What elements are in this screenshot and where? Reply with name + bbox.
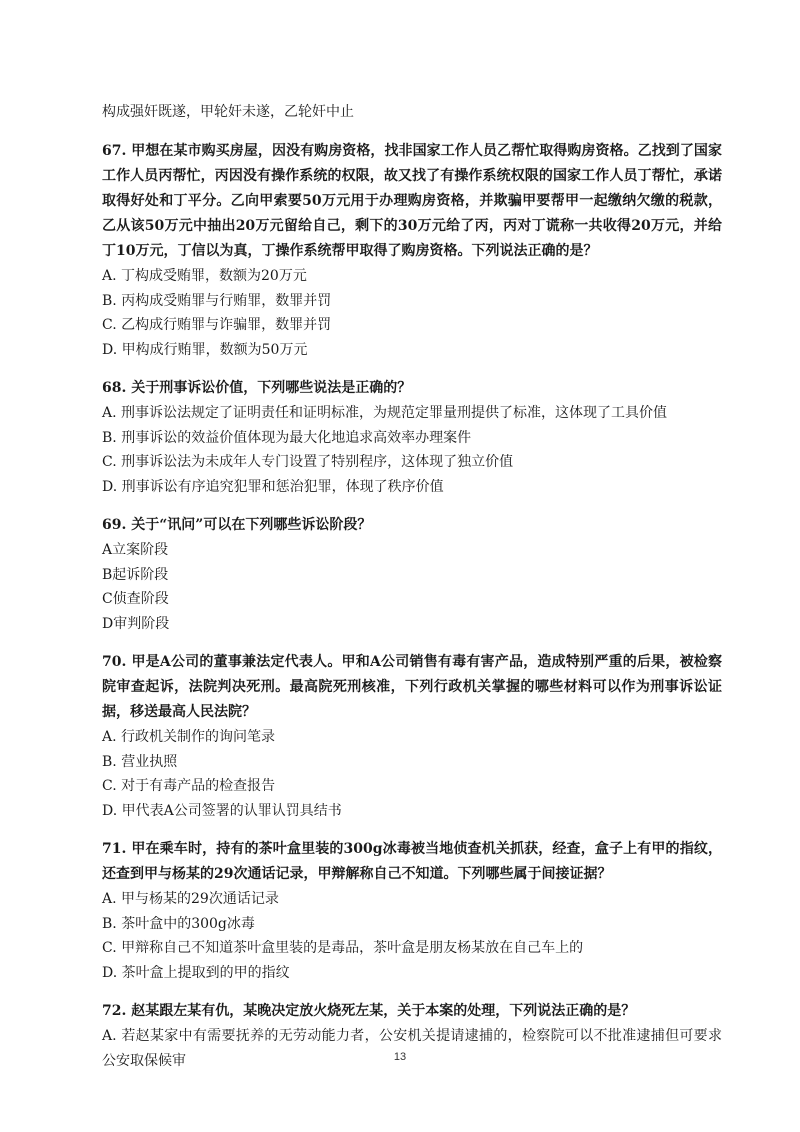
option-c: C. 刑事诉讼法为未成年人专门设置了特别程序，这体现了独立价值 xyxy=(102,454,514,470)
question-stem: 67. 甲想在某市购买房屋，因没有购房资格，找非国家工作人员乙帮忙取得购房资格。乙找到了国家工作人员丙帮忙，丙因没有操作系统的权限，故又找了有操作系统权限的国家工作人员丁帮忙，承诺取得好处和丁平分。乙向甲索要50万元用于办理购房资格，并欺骗甲要帮甲一起缴纳欠缴的税款，乙从该50万元中抽出20万元留给自己，剩下的30万元给了丙，丙对丁谎称一共收得20万元，并给丁10万元，丁信以为真，丁操作系统帮甲取得了购房资格。下列说法正确的是？ xyxy=(102,143,722,259)
question-68 xyxy=(102,376,722,499)
question-stem: 70. 甲是A公司的董事兼法定代表人。甲和A公司销售有毒有害产品，造成特别严重的后果，被检察院审查起诉，法院判决死刑。最高院死刑核准，下列行政机关掌握的哪些材料可以作为刑事诉讼证据，移送最高人民法院？ xyxy=(102,654,722,720)
option-b: B. 刑事诉讼的效益价值体现为最大化地追求高效率办理案件 xyxy=(102,429,472,446)
option-c: C. 甲辩称自己不知道茶叶盒里装的是毒品，茶叶盒是朋友杨某放在自己车上的 xyxy=(102,940,584,956)
question-stem: 69. 关于“讯问”可以在下列哪些诉讼阶段？ xyxy=(102,517,372,533)
page-content xyxy=(102,100,722,1073)
option-list xyxy=(102,887,722,985)
option-b: B. 丙构成受贿罪与行贿罪，数罪并罚 xyxy=(102,292,332,309)
page-number: 13 xyxy=(393,1051,407,1063)
question-67 xyxy=(102,139,722,362)
option-d: D审判阶段 xyxy=(102,615,170,632)
option-list xyxy=(102,538,722,636)
question-71 xyxy=(102,837,722,985)
option-a: A. 甲与杨某的29次通话记录 xyxy=(102,891,279,907)
option-c: C侦查阶段 xyxy=(102,591,169,607)
option-a: A. 若赵某家中有需要抚养的无劳动能力者，公安机关提请逮捕的，检察院可以不批准逮捕但可要求公安取保候审 xyxy=(102,1028,722,1069)
option-d: D. 甲代表A公司签署的认罪认罚具结书 xyxy=(102,802,342,819)
option-b: B. 茶叶盒中的300g冰毒 xyxy=(102,915,255,932)
option-c: C. 乙构成行贿罪与诈骗罪，数罪并罚 xyxy=(102,317,332,333)
option-b: B起诉阶段 xyxy=(102,566,169,583)
option-d: D. 刑事诉讼有序追究犯罪和惩治犯罪，体现了秩序价值 xyxy=(102,478,444,495)
option-a: A. 刑事诉讼法规定了证明责任和证明标准，为规范定罪量刑提供了标准，这体现了工具价值 xyxy=(102,405,668,421)
option-a: A. 行政机关制作的询问笔录 xyxy=(102,729,276,745)
question-stem: 71. 甲在乘车时，持有的茶叶盒里装的300g冰毒被当地侦查机关抓获，经查，盒子上有甲的指纹，还查到甲与杨某的29次通话记录，甲辩解称自己不知道。下列哪些属于间接证据？ xyxy=(102,841,722,882)
option-a: A立案阶段 xyxy=(102,542,169,558)
question-stem: 68. 关于刑事诉讼价值，下列哪些说法是正确的？ xyxy=(102,380,412,396)
option-list xyxy=(102,725,722,823)
option-list xyxy=(102,1024,722,1073)
option-c: C. 对于有毒产品的检查报告 xyxy=(102,778,276,794)
option-list xyxy=(102,264,722,362)
continuation-text: 构成强奸既遂，甲轮奸未遂，乙轮奸中止 xyxy=(102,104,354,120)
option-list xyxy=(102,401,722,499)
question-stem: 72. 赵某跟左某有仇，某晚决定放火烧死左某，关于本案的处理，下列说法正确的是？ xyxy=(102,1003,636,1019)
option-a: A. 丁构成受贿罪，数额为20万元 xyxy=(102,268,307,284)
option-d: D. 甲构成行贿罪，数额为50万元 xyxy=(102,341,308,358)
question-69 xyxy=(102,513,722,636)
option-b: B. 营业执照 xyxy=(102,753,178,770)
question-70 xyxy=(102,650,722,823)
option-d: D. 茶叶盒上提取到的甲的指纹 xyxy=(102,964,290,981)
